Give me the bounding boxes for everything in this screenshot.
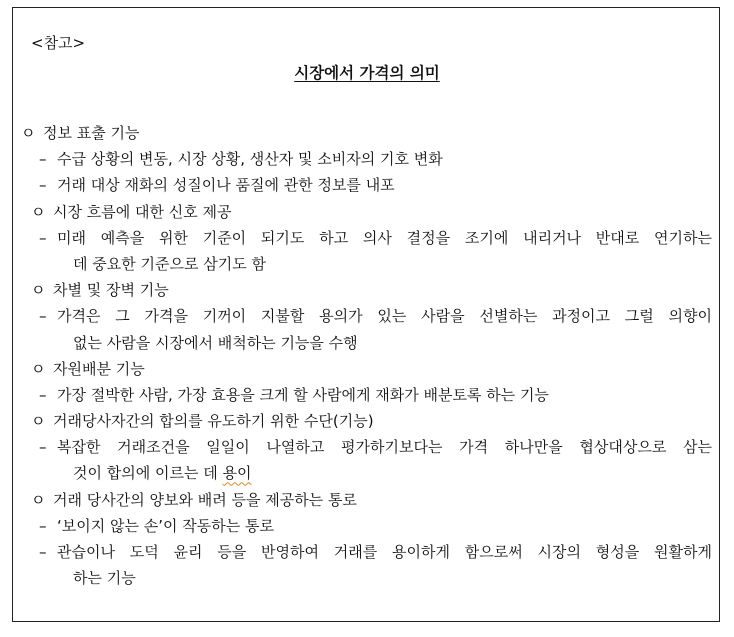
dash-bullet: – (39, 516, 47, 535)
dash-bullet: – (39, 307, 47, 326)
section-bullet: ㅇ (31, 281, 46, 300)
section-bullet: ㅇ (31, 202, 46, 221)
list-item-text: 미래 예측을 위한 기준이 되기도 하고 의사 결정을 조기에 내리거나 반대로 연기하는 (57, 228, 712, 247)
section-heading (13, 408, 721, 434)
section-heading (13, 120, 721, 146)
section-heading (13, 487, 721, 513)
section-heading-text: 거래당사자간의 합의를 유도하기 위한 수단(기능) (53, 412, 374, 431)
document-title-text: 시장에서 가격의 의미 (294, 64, 440, 82)
section-heading-text: 시장 흐름에 대한 신호 제공 (53, 202, 232, 221)
dash-bullet: – (39, 228, 47, 247)
list-item-text: 데 중요한 기준으로 삼기도 함 (73, 254, 266, 273)
list-item-text: 없는 사람을 시장에서 배척하는 기능을 수행 (73, 333, 358, 352)
section-heading (13, 356, 721, 382)
dash-bullet: – (39, 150, 47, 169)
section-heading-text: 차별 및 장벽 기능 (53, 281, 169, 300)
section-heading (13, 199, 721, 225)
section-bullet: ㅇ (31, 359, 46, 378)
note-tag: <참고> (31, 34, 86, 52)
section-bullet: ㅇ (31, 412, 46, 431)
list-item-text: 관습이나 도덕 윤리 등을 반영하여 거래를 용이하게 함으로써 시장의 형성을 원활하게 (57, 543, 712, 561)
section-heading-text: 거래 당사간의 양보와 배려 등을 제공하는 통로 (53, 490, 357, 509)
content-list (13, 120, 721, 591)
list-item (13, 172, 721, 198)
list-item (13, 225, 721, 251)
list-item-text: 가장 절박한 사람, 가장 효용을 크게 할 사람에게 재화가 배분토록 하는 기능 (57, 385, 549, 404)
list-item (13, 539, 721, 565)
list-item-text: 하는 기능 (73, 569, 136, 588)
list-item (13, 382, 721, 408)
dash-bullet: – (39, 385, 47, 404)
list-item-text: 수급 상황의 변동, 시장 상황, 생산자 및 소비자의 기호 변화 (57, 150, 443, 169)
list-item-continuation (13, 565, 721, 591)
list-item (13, 146, 721, 172)
spellcheck-flagged-word: 용이 (222, 464, 252, 483)
list-item-continuation (13, 251, 721, 277)
list-item (13, 434, 721, 460)
list-item-text: 것이 합의에 이르는 데 (73, 464, 223, 483)
section-heading-text: 자원배분 기능 (53, 359, 145, 378)
section-heading (13, 277, 721, 303)
list-item-text: ‘보이지 않는 손’이 작동하는 통로 (57, 516, 274, 535)
list-item-text: 가격은 그 가격을 기꺼이 지불할 용의가 있는 사람을 선별하는 과정이고 그럴 의향이 (57, 307, 712, 326)
dash-bullet: – (39, 438, 47, 457)
section-heading-text: 정보 표출 기능 (43, 124, 140, 142)
document-title (13, 62, 721, 84)
list-item-text-wrap (73, 460, 251, 486)
dash-bullet: – (39, 176, 47, 195)
section-bullet: ㅇ (31, 490, 46, 509)
section-bullet: ㅇ (21, 124, 36, 142)
list-item (13, 513, 721, 539)
list-item-continuation (13, 330, 721, 356)
list-item (13, 303, 721, 329)
list-item-continuation (13, 460, 721, 486)
dash-bullet: – (39, 543, 47, 561)
list-item-text: 거래 대상 재화의 성질이나 품질에 관한 정보를 내포 (57, 176, 395, 195)
note-box (12, 7, 720, 622)
list-item-text: 복잡한 거래조건을 일일이 나열하고 평가하기보다는 가격 하나만을 협상대상으로 삼는 (57, 438, 712, 457)
